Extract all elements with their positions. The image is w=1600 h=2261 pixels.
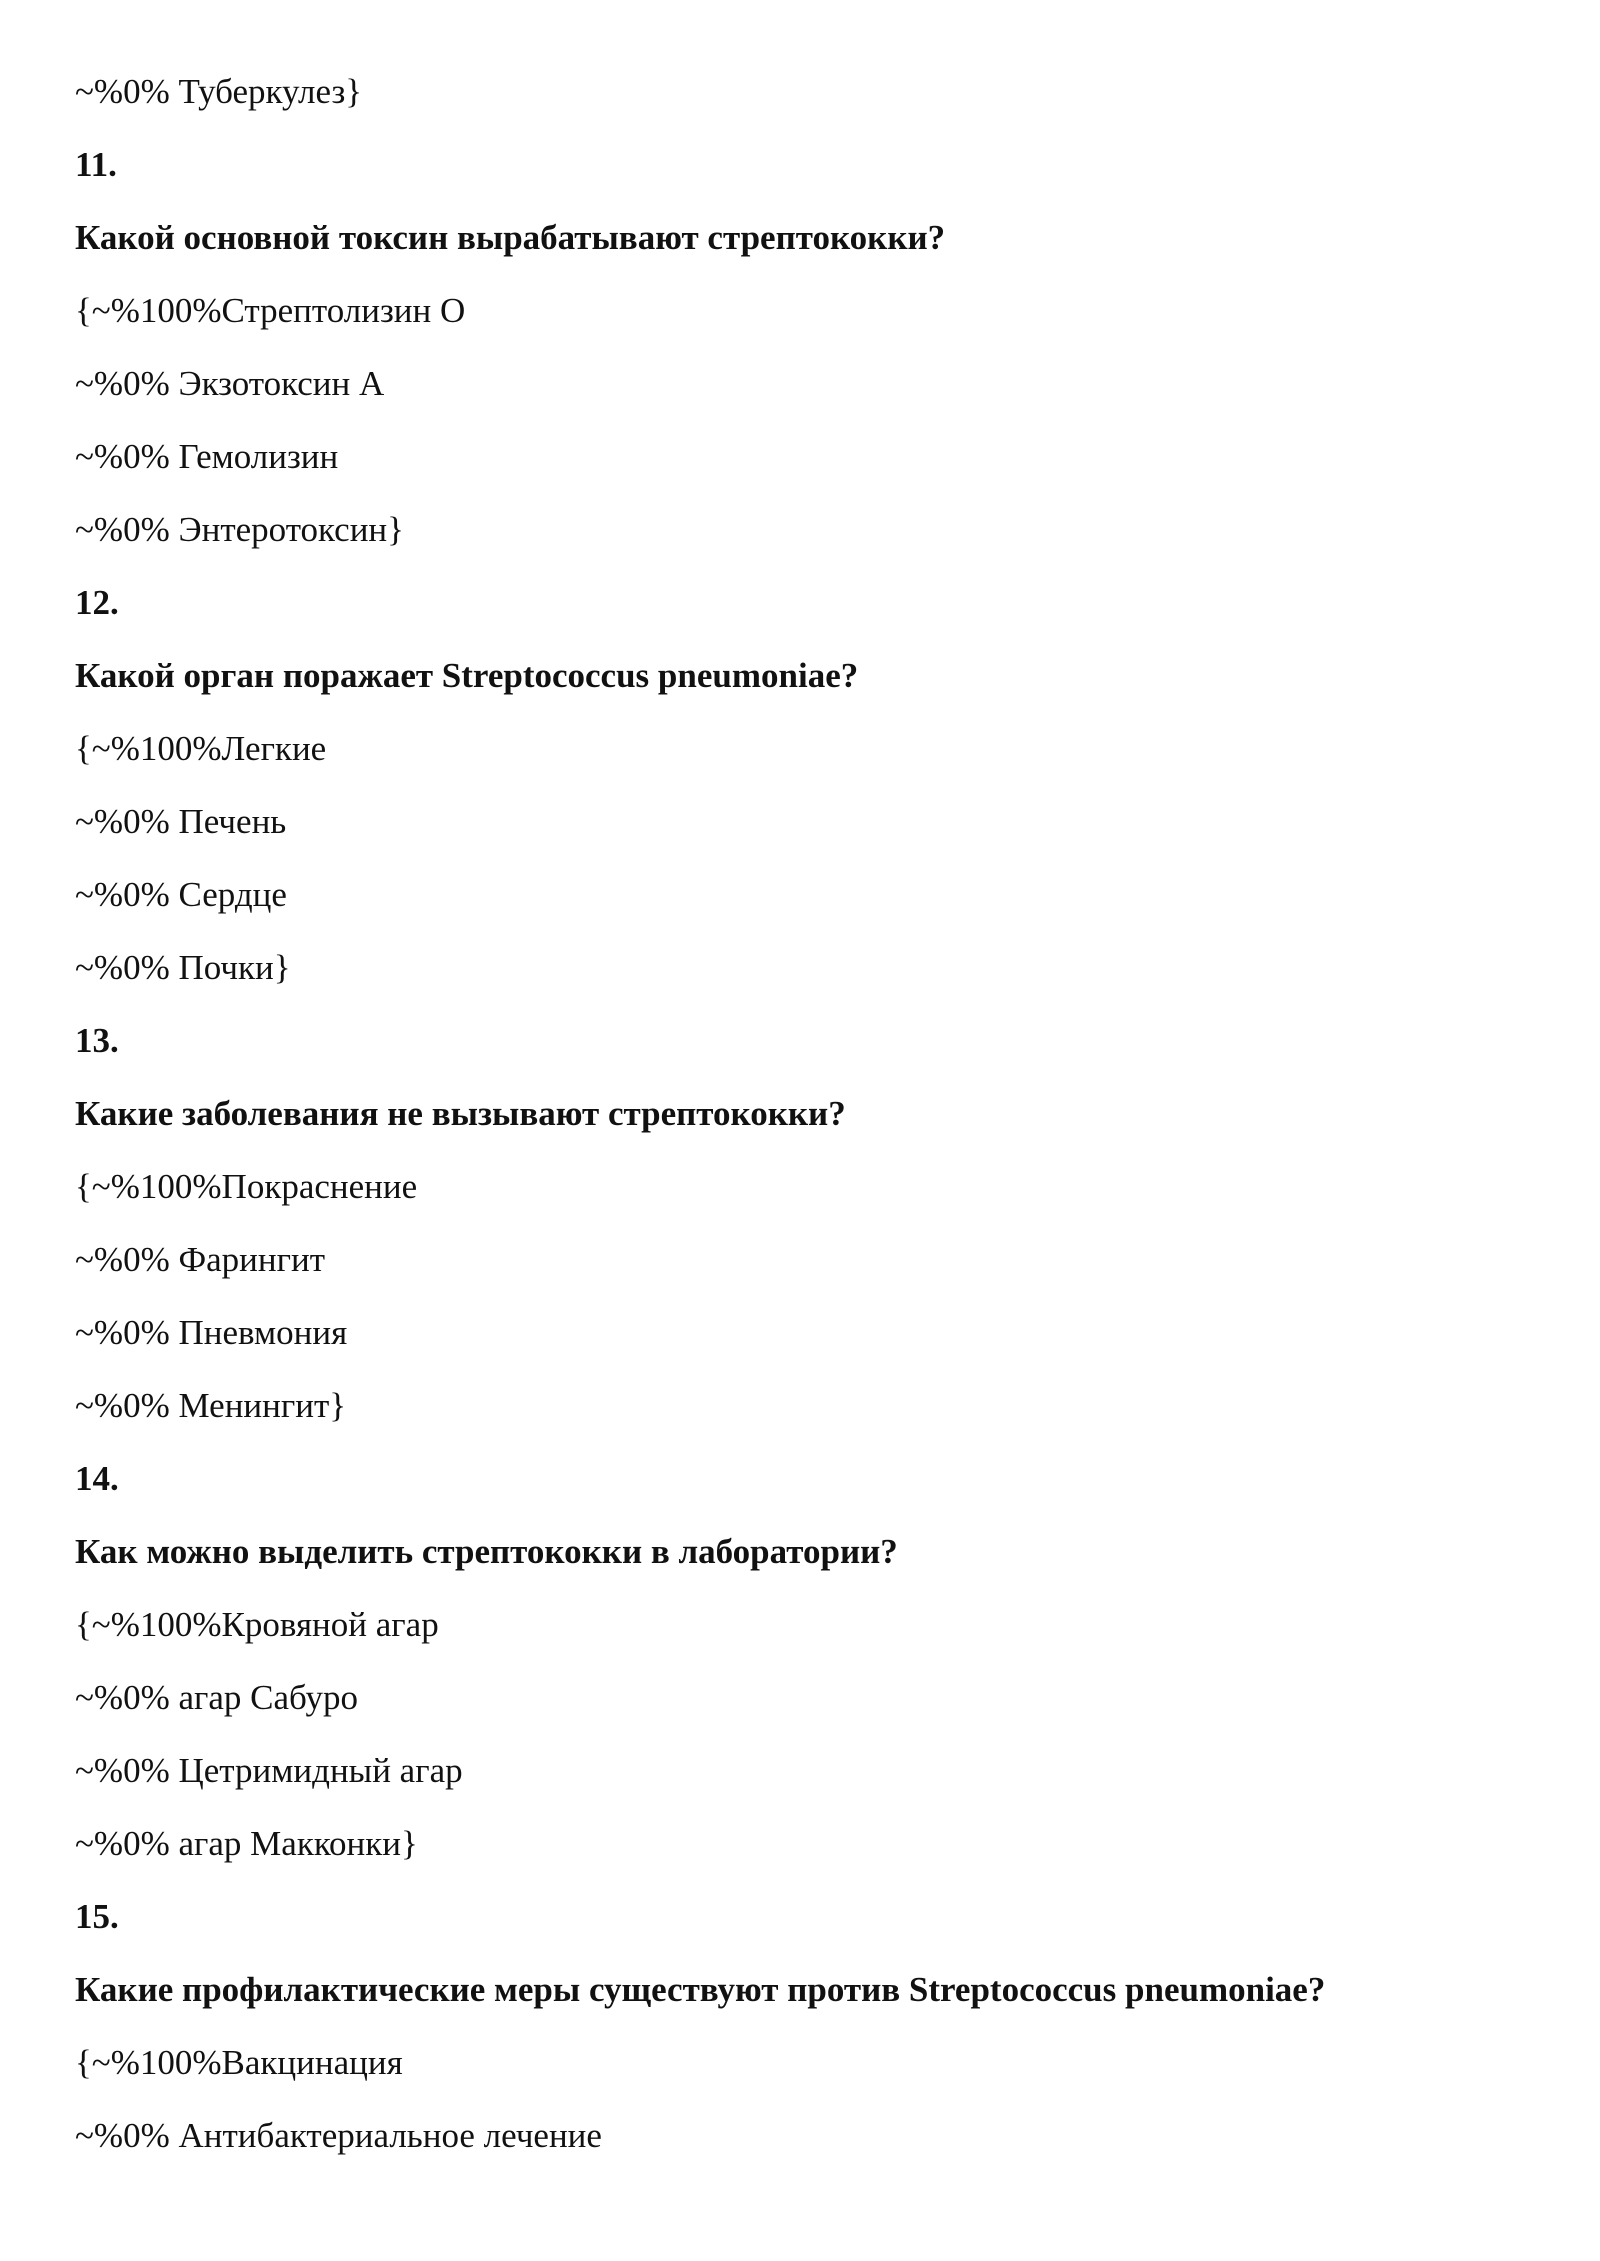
question-number: 11. <box>75 145 117 184</box>
question-text: Какие заболевания не вызывают стрептококки? <box>75 1094 846 1133</box>
question-text: Какой основной токсин вырабатывают стрептококки? <box>75 218 946 257</box>
question-text: Какой орган поражает Streptococcus pneumoniae? <box>75 656 859 695</box>
answer-option: ~%0% Фарингит <box>75 1240 326 1279</box>
question-number: 13. <box>75 1021 119 1060</box>
answer-option: {~%100%Вакцинация <box>75 2043 403 2082</box>
answer-option: ~%0% Антибактериальное лечение <box>75 2116 602 2155</box>
question-number: 12. <box>75 583 119 622</box>
question-number: 15. <box>75 1897 119 1936</box>
question-text: Какие профилактические меры существуют против Streptococcus pneumoniae? <box>75 1970 1326 2009</box>
answer-option: ~%0% Сердце <box>75 875 287 914</box>
answer-option: ~%0% Печень <box>75 802 287 841</box>
answer-option: {~%100%Стрептолизин O <box>75 291 466 330</box>
answer-option: ~%0% Пневмония <box>75 1313 348 1352</box>
question-number: 14. <box>75 1459 119 1498</box>
answer-option: ~%0% агар Сабуро <box>75 1678 359 1717</box>
answer-option: ~%0% Энтеротоксин} <box>75 510 404 549</box>
answer-option: ~%0% Экзотоксин А <box>75 364 385 403</box>
answer-option: ~%0% Гемолизин <box>75 437 339 476</box>
question-text: Как можно выделить стрептококки в лаборатории? <box>75 1532 898 1571</box>
answer-option: ~%0% Туберкулез} <box>75 72 363 111</box>
answer-option: {~%100%Покраснение <box>75 1167 418 1206</box>
answer-option: ~%0% Менингит} <box>75 1386 347 1425</box>
answer-option: ~%0% Цетримидный агар <box>75 1751 463 1790</box>
answer-option: ~%0% агар Макконки} <box>75 1824 418 1863</box>
answer-option: ~%0% Почки} <box>75 948 291 987</box>
answer-option: {~%100%Легкие <box>75 729 327 768</box>
answer-option: {~%100%Кровяной агар <box>75 1605 439 1644</box>
